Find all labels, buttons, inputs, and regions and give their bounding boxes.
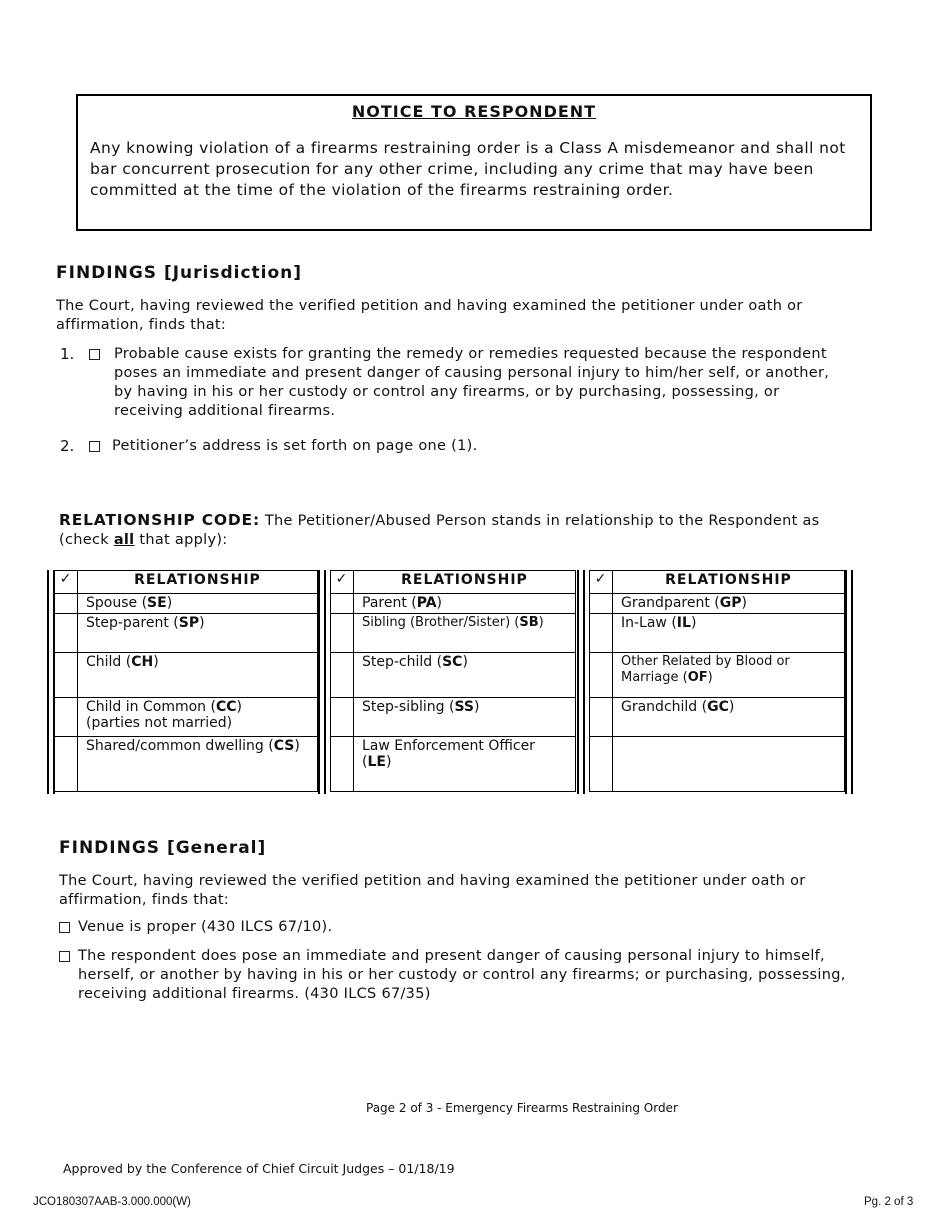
checkbox-LE[interactable] [331,737,354,792]
jurisdiction-heading: FINDINGS [Jurisdiction] [56,263,303,283]
relationship-table-col-3 [589,570,845,792]
checkbox-PA[interactable] [331,594,354,614]
relationship-GP: Grandparent (GP) [613,594,845,614]
jurisdiction-item-1-text: Probable cause exists for granting the remedy or remedies requested because the respondent poses an immediate and present danger of causing personal injury to him/her self, or another, by having in his or her custody or control any firearms, or by purchasing, possessing, or receiving additional firearms. [114,346,830,419]
checkbox-CH[interactable] [55,653,78,698]
relationship-SC: Step-child (SC) [354,653,576,698]
form-code: JCO180307AAB-3.000.000(W) [33,1196,191,1208]
checkbox-SP[interactable] [55,614,78,653]
checkbox-empty[interactable] [590,737,613,792]
checkbox-CC[interactable] [55,698,78,737]
jurisdiction-item-1-checkbox[interactable] [89,349,100,360]
checkbox-SB[interactable] [331,614,354,653]
page-number: Pg. 2 of 3 [864,1196,914,1208]
relationship-code-label: RELATIONSHIP CODE: [59,511,260,529]
table-right-border [845,570,853,794]
jurisdiction-item-2-number: 2. [60,437,75,455]
jurisdiction-intro: The Court, having reviewed the verified petition and having examined the petitioner under oath or affirmation, finds that: [56,298,803,333]
general-item-1-checkbox[interactable] [59,922,70,933]
table-divider-2 [577,570,585,794]
relationship-table-col-2 [330,570,576,792]
relationship-table-col-1 [54,570,318,792]
checkbox-OF[interactable] [590,653,613,698]
relationship-header: RELATIONSHIP [354,571,576,594]
relationship-CS: Shared/common dwelling (CS) [78,737,318,792]
jurisdiction-item-2-checkbox[interactable] [89,441,100,452]
check-header-icon: ✓ [590,571,613,594]
relationship-instructions [59,511,849,550]
checkbox-SE[interactable] [55,594,78,614]
check-header-icon: ✓ [55,571,78,594]
relationship-CH: Child (CH) [78,653,318,698]
general-heading: FINDINGS [General] [59,838,267,858]
relationship-LE: Law Enforcement Officer (LE) [354,737,576,792]
relationship-header: RELATIONSHIP [613,571,845,594]
general-intro: The Court, having reviewed the verified petition and having examined the petitioner under oath or affirmation, finds that: [59,873,806,908]
jurisdiction-item-2-text: Petitioner’s address is set forth on page one (1). [112,438,478,454]
checkbox-GC[interactable] [590,698,613,737]
relationship-text-before: The Petitioner/Abused Person stands in relationship to the Respondent as (check [59,513,820,548]
checkbox-SS[interactable] [331,698,354,737]
general-item-2-checkbox[interactable] [59,951,70,962]
notice-title: NOTICE TO RESPONDENT [351,102,597,121]
relationship-PA: Parent (PA) [354,594,576,614]
relationship-header: RELATIONSHIP [78,571,318,594]
relationship-SP: Step-parent (SP) [78,614,318,653]
checkbox-IL[interactable] [590,614,613,653]
notice-box [76,94,872,231]
checkbox-SC[interactable] [331,653,354,698]
general-item-2-text: The respondent does pose an immediate and present danger of causing personal injury to himself, herself, or another by having in his or her custody or control any firearms; or purchasing, possessing, receiving additional firearms. (430 ILCS 67/35) [78,948,846,1002]
checkbox-GP[interactable] [590,594,613,614]
relationship-OF: Other Related by Blood or Marriage (OF) [613,653,845,698]
jurisdiction-item-1-number: 1. [60,345,75,363]
relationship-GC: Grandchild (GC) [613,698,845,737]
table-divider-1 [318,570,326,794]
checkbox-CS[interactable] [55,737,78,792]
relationship-SS: Step-sibling (SS) [354,698,576,737]
approved-note: Approved by the Conference of Chief Circuit Judges – 01/18/19 [63,1161,455,1176]
relationship-empty [613,737,845,792]
relationship-IL: In-Law (IL) [613,614,845,653]
check-header-icon: ✓ [331,571,354,594]
general-item-1-text: Venue is proper (430 ILCS 67/10). [78,919,333,935]
notice-body: Any knowing violation of a firearms restraining order is a Class A misdemeanor and shall not bar concurrent prosecution for any other crime, including any crime that may have been committed at the time of the violation of the firearms restraining order. [90,139,846,199]
relationship-SB: Sibling (Brother/Sister) (SB) [354,614,576,653]
relationship-SE: Spouse (SE) [78,594,318,614]
page-footer-center: Page 2 of 3 - Emergency Firearms Restraining Order [366,1101,678,1115]
relationship-text-all: all [113,532,135,548]
relationship-CC: Child in Common (CC) (parties not married) [78,698,318,737]
relationship-text-after: that apply): [134,532,228,548]
